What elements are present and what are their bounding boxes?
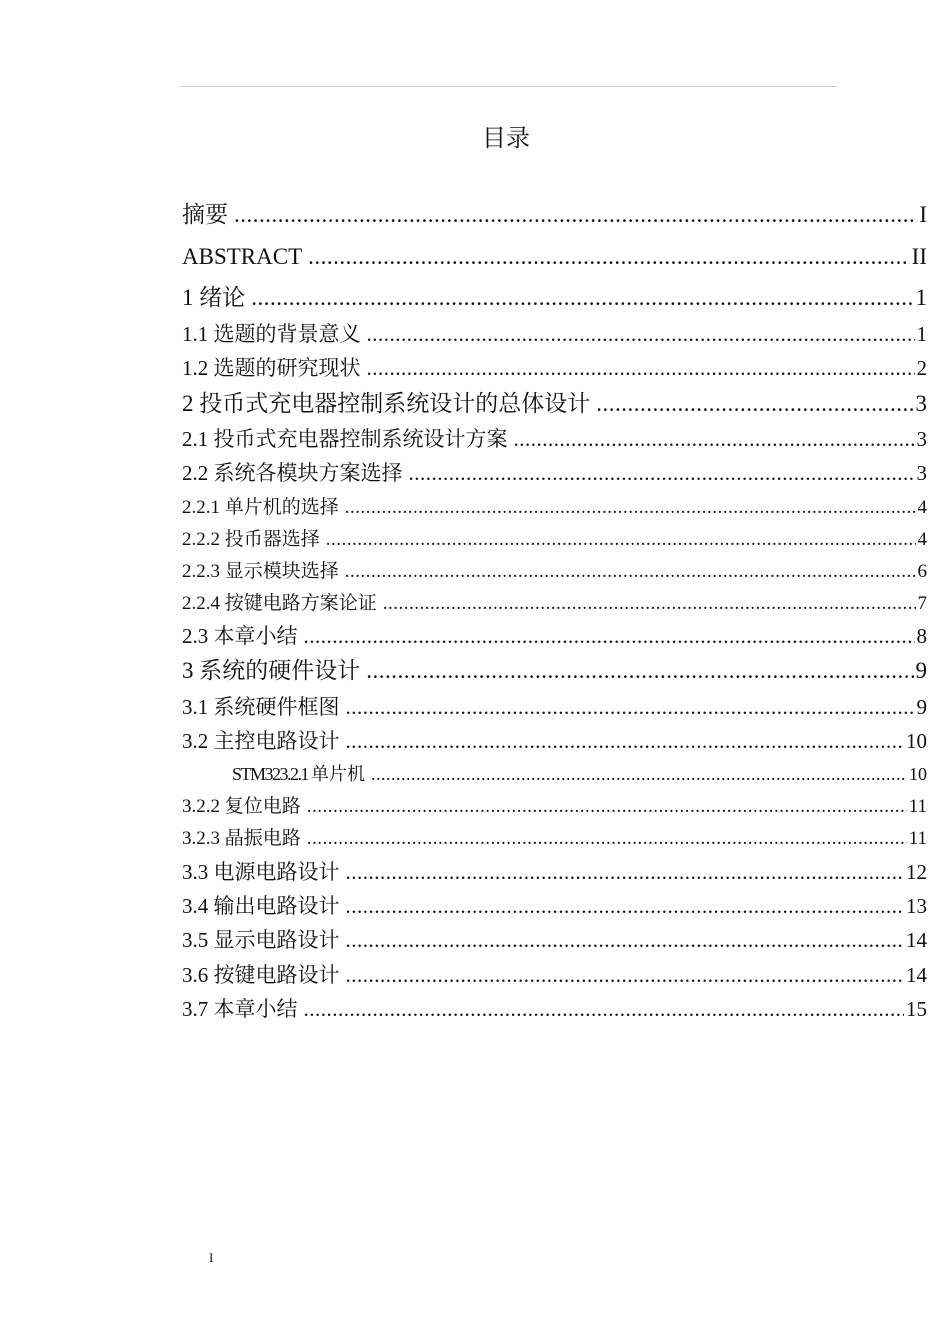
toc-entry-number: ABSTRACT [182,244,303,269]
toc-leader-dots [345,495,916,521]
toc-entry-text: 按键电路方案论证 [224,592,377,614]
toc-entry-text: 复位电路 [224,795,301,817]
toc-entry-page: 14 [906,928,927,952]
toc-leader-dots [409,459,915,487]
toc-entry-1-2[interactable] [182,354,927,382]
toc-entry-number: 2.2.2 [182,529,225,550]
toc-entry-3-4[interactable] [182,892,927,920]
toc-leader-dots [326,527,916,553]
toc-entry-text: 输出电路设计 [213,894,340,918]
toc-entry-number: 3.3 [182,860,214,884]
toc-entry-page: 4 [917,529,927,550]
toc-entry-2-2-2[interactable] [182,526,927,553]
toc-entry-page: 6 [917,561,927,582]
toc-entry-page: 1 [915,285,927,310]
toc-leader-dots [307,794,907,820]
toc-entry-number: 1.1 [182,322,214,346]
toc-entry-page: I [919,202,927,227]
toc-entry-page: 8 [916,624,927,648]
toc-entry-page: 10 [906,729,927,753]
toc-leader-dots [234,200,917,230]
toc-entry-1-1[interactable] [182,320,927,348]
toc-entry-text: 本章小结 [213,997,298,1021]
toc-entry-page: 2 [916,356,927,380]
toc-entry-page: 13 [906,894,927,918]
toc-entry-page: 11 [908,828,927,849]
toc-entry-text: 摘要 [182,202,228,228]
toc-entry-text: 显示电路设计 [213,928,340,952]
toc-leader-dots [345,559,916,585]
toc-leader-dots [346,961,905,989]
toc-leader-dots [304,995,905,1023]
toc-entry-number: 3.6 [182,963,214,987]
toc-entry-text: 系统各模块方案选择 [213,461,403,485]
toc-entry-number: 2.2.4 [182,593,225,614]
toc-entry-2[interactable] [182,389,927,419]
toc-entry-text: 本章小结 [213,624,298,648]
toc-entry-abstract-en[interactable] [182,242,927,272]
toc-entry-text: 投币式充电器控制系统设计的总体设计 [199,391,591,417]
toc-leader-dots [366,656,913,686]
toc-leader-dots [251,283,913,313]
toc-entry-page: 4 [917,497,927,518]
toc-entry-number: 1 [182,285,200,310]
toc-entry-number: 3.2.2 [182,796,225,817]
toc-entry-number: 3.5 [182,928,214,952]
toc-entry-3-2[interactable] [182,727,927,755]
toc-leader-dots [514,425,915,453]
toc-entry-text: 选题的背景意义 [213,322,361,346]
toc-entry-number: 2.1 [182,427,214,451]
toc-entry-page: 12 [906,860,927,884]
toc-entry-page: 7 [917,593,927,614]
toc-leader-dots [346,727,905,755]
toc-title: 目录 [482,124,530,152]
toc-entry-page: 3 [915,391,927,416]
toc-entry-text: 显示模块选择 [224,560,339,582]
toc-entry-2-3[interactable] [182,622,927,650]
header-rule [181,86,837,87]
toc-entry-abstract-cn[interactable] [182,200,927,230]
toc-entry-text: 系统硬件框图 [213,695,340,719]
toc-entry-text: 投币器选择 [224,528,320,550]
toc-entry-number: 3.1 [182,695,214,719]
toc-entry-number: 3.7 [182,997,214,1021]
toc-entry-3-3[interactable] [182,858,927,886]
toc-entry-3-2-2[interactable] [182,793,927,820]
toc-entry-text: 按键电路设计 [213,963,340,987]
toc-entry-number: STM323.2.1 [232,764,312,784]
toc-leader-dots [596,389,913,419]
toc-leader-dots [304,622,915,650]
toc-entry-3[interactable] [182,656,927,686]
toc-entry-number: 2.2.1 [182,497,225,518]
toc-entry-2-2[interactable] [182,459,927,487]
toc-entry-number: 2.2 [182,461,214,485]
toc-entry-page: II [911,244,927,269]
toc-entry-3-6[interactable] [182,961,927,989]
toc-entry-text: 系统的硬件设计 [199,658,361,684]
toc-leader-dots [367,320,915,348]
toc-entry-number: 3.2.3 [182,828,225,849]
toc-leader-dots [308,242,910,272]
toc-entry-3-1[interactable] [182,693,927,721]
toc-entry-number: 2.3 [182,624,214,648]
toc-leader-dots [371,762,907,786]
toc-entry-text: 电源电路设计 [213,860,340,884]
toc-leader-dots [346,858,905,886]
toc-entry-text: 投币式充电器控制系统设计方案 [213,427,508,451]
toc-entry-page: 11 [908,796,927,817]
toc-leader-dots [346,693,915,721]
toc-entry-page: 10 [909,764,927,784]
toc-entry-1[interactable] [182,283,927,313]
toc-entry-number: 2.2.3 [182,561,225,582]
toc-entry-text: 晶振电路 [224,827,301,849]
toc-entry-2-1[interactable] [182,425,927,453]
toc-entry-text: 单片机的选择 [224,496,339,518]
toc-entry-2-2-1[interactable] [182,494,927,521]
toc-leader-dots [367,354,915,382]
toc-entry-page: 3 [916,461,927,485]
toc-entry-number: 3.2 [182,729,214,753]
toc-entry-page: 15 [906,997,927,1021]
toc-leader-dots [346,892,905,920]
toc-leader-dots [346,926,905,954]
toc-entry-text: 绪论 [199,285,246,311]
footer-page-number: I [209,1250,214,1265]
toc-entry-number: 3 [182,658,200,683]
toc-entry-3-5[interactable] [182,926,927,954]
toc-entry-number: 1.2 [182,356,214,380]
toc-entry-2-2-4[interactable] [182,590,927,617]
toc-entry-2-2-3[interactable] [182,558,927,585]
toc-entry-page: 3 [916,427,927,451]
toc-entry-3-7[interactable] [182,995,927,1023]
toc-entry-3-2-3[interactable] [182,825,927,852]
toc-entry-number: 2 [182,391,200,416]
toc-entry-stm32-3-2-1[interactable] [232,762,927,787]
toc-entry-page: 14 [906,963,927,987]
toc-entry-text: 主控电路设计 [213,729,340,753]
toc-leader-dots [383,591,916,617]
toc-entry-number: 3.4 [182,894,214,918]
toc-entry-text: 单片机 [311,764,366,785]
toc-entry-page: 1 [916,322,927,346]
toc-leader-dots [307,826,907,852]
toc-entry-text: 选题的研究现状 [213,356,361,380]
toc-entry-page: 9 [915,658,927,683]
toc-entry-page: 9 [916,695,927,719]
